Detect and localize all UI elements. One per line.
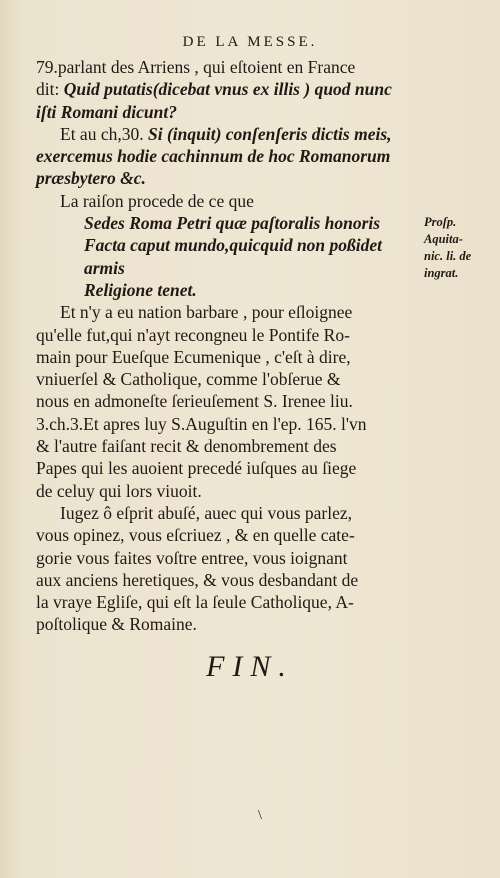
footer-mark: \	[258, 808, 262, 823]
text-line: 3.ch.3.Et apres luy S.Auguſtin en l'ep. 165. l'vn	[36, 413, 367, 434]
text-line: Iugez ô eſprit abuſé, auec qui vous parlez,	[60, 502, 353, 523]
running-head: DE LA MESSE.	[182, 34, 318, 50]
text-line	[36, 123, 422, 145]
margin-note-line: Aquita-	[424, 232, 463, 246]
text-line: 79.parlant des Arriens , qui eſtoient en France	[36, 57, 356, 77]
verse-line: Sedes Roma Petri quæ paſtoralis honoris	[84, 213, 381, 234]
text-line: gorie vous faites voſtre entree, vous ioignant	[36, 547, 348, 568]
latin-quote: Quid putatis(dicebat vnus ex illis ) quod nunc	[63, 79, 392, 100]
margin-note-line: Proſp.	[424, 215, 457, 229]
text-line: de celuy qui lors viuoit.	[36, 480, 202, 501]
text-line: Et n'y a eu nation barbare , pour eſloignee	[60, 302, 353, 323]
text-line: & l'autre faiſant recit & denombrement des	[36, 436, 337, 457]
latin-quote: iſti Romani dicunt?	[36, 101, 177, 122]
margin-note	[424, 214, 496, 282]
text-line: qu'elle fut,qui n'ayt recongneu le Pontife Ro-	[36, 324, 350, 345]
verse-line: Religione tenet.	[84, 279, 197, 300]
fin-heading: FIN.	[206, 650, 294, 683]
text-line: vous opinez, vous eſcriuez , & en quelle cate-	[36, 525, 355, 546]
text-line: poſtolique & Romaine.	[36, 614, 197, 635]
text-line: aux anciens heretiques, & vous desbandant de	[36, 569, 359, 590]
text-span: Et au ch,30.	[60, 123, 148, 144]
body-text	[36, 56, 422, 636]
text-line: La raiſon procede de ce que	[60, 190, 254, 211]
text-line: la vraye Egliſe, qui eſt la ſeule Catholique, A-	[36, 592, 354, 613]
text-line: Papes qui les auoient precedé iuſques au ſiege	[36, 458, 357, 479]
latin-quote: Si (inquit) conſenſeris dictis meis,	[147, 123, 392, 144]
text-line: main pour Eueſque Ecumenique , c'eſt à dire,	[36, 346, 351, 367]
latin-quote: præsbytero &c.	[36, 168, 146, 189]
margin-note-line: nic. li. de	[424, 249, 472, 263]
text-line	[36, 78, 422, 100]
margin-note-line: ingrat.	[424, 266, 459, 280]
verse-line: Facta caput mundo,quicquid non poßidet armis	[84, 235, 383, 278]
text-span: dit:	[36, 79, 64, 100]
text-line: nous en admoneſte ſerieuſement S. Irenee liu.	[36, 391, 353, 412]
text-line: vniuerſel & Catholique, comme l'obſerue &	[36, 369, 341, 390]
latin-quote: exercemus hodie cachinnum de hoc Romanorum	[36, 146, 391, 167]
